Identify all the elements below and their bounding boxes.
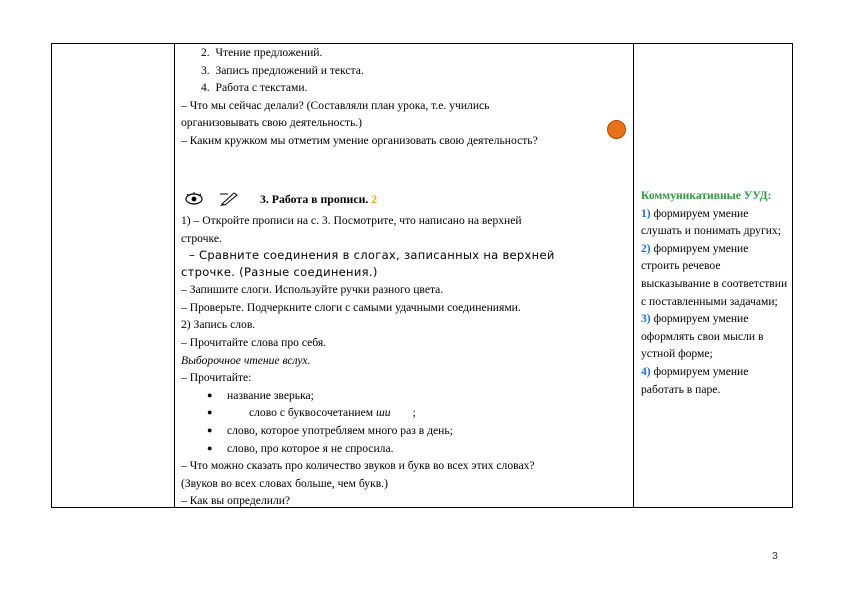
- uud-item: строить речевое: [641, 259, 721, 273]
- uud-item: 3) формируем умение: [641, 312, 749, 326]
- question-text: организовывать свою деятельность.): [181, 116, 363, 130]
- section-title: 3. Работа в прописи. 2: [260, 192, 378, 206]
- list-item: 4. Работа с текстами.: [201, 81, 308, 95]
- uud-item: 4) формируем умение: [641, 364, 749, 378]
- uud-item: высказывание в соответствии: [641, 276, 788, 290]
- body-line: строчке. (Разные соединения.): [181, 265, 378, 280]
- body-line: Выборочное чтение вслух.: [181, 353, 311, 367]
- uud-list: [641, 187, 789, 398]
- body-line: 1) – Откройте прописи на с. 3. Посмотрите, что написано на верхней: [181, 214, 522, 227]
- section-body: [181, 212, 627, 510]
- uud-item: 1) формируем умение: [641, 206, 749, 220]
- orange-circle-icon: [607, 120, 626, 139]
- body-line: – Проверьте. Подчеркните слоги с самыми удачными соединениями.: [181, 300, 521, 314]
- lesson-table: [51, 43, 793, 508]
- section-icons: [184, 190, 244, 208]
- bullet-item: ● слово с буквосочетанием ши ;: [181, 404, 627, 422]
- body-line: – Как вы определили?: [181, 494, 291, 508]
- body-line: – Прочитайте:: [181, 371, 252, 385]
- question-text: – Каким кружком мы отметим умение организовать свою деятельность?: [181, 133, 538, 147]
- bullet-item: ● название зверька;: [181, 387, 627, 405]
- body-line: – Прочитайте слова про себя.: [181, 335, 327, 349]
- uud-item: оформлять свои мысли в: [641, 329, 764, 343]
- lesson-content-cell: [176, 44, 632, 507]
- uud-item: устной форме;: [641, 347, 713, 361]
- uud-item: с поставленными задачами;: [641, 294, 778, 308]
- uud-title: Коммуникативные УУД:: [641, 189, 772, 202]
- eye-icon: [184, 190, 244, 208]
- body-line: – Что можно сказать про количество звуков и букв во всех этих словах?: [181, 459, 535, 473]
- uud-item: слушать и понимать других;: [641, 224, 781, 238]
- uud-cell: [636, 44, 792, 507]
- page-number: 3: [772, 550, 778, 562]
- body-line: строчке.: [181, 231, 222, 245]
- bullet-item: ● слово, про которое я не спросила.: [181, 440, 627, 458]
- uud-item: работать в паре.: [641, 382, 721, 396]
- body-line: – Запишите слоги. Используйте ручки разного цвета.: [181, 283, 444, 297]
- list-item: 3. Запись предложений и текста.: [201, 63, 364, 77]
- body-line: – Сравните соединения в слогах, записанных на верхней: [189, 248, 555, 263]
- body-line: (Звуков во всех словах больше, чем букв.): [181, 476, 388, 490]
- uud-item: 2) формируем умение: [641, 241, 749, 255]
- bullet-item: ● слово, которое употребляем много раз в день;: [181, 422, 627, 440]
- body-line: 2) Запись слов.: [181, 318, 256, 332]
- list-item: 2. Чтение предложений.: [201, 46, 323, 59]
- column-divider: [174, 44, 175, 507]
- column-divider: [633, 44, 634, 507]
- question-text: – Что мы сейчас делали? (Составляли план урока, т.е. учились: [181, 98, 490, 112]
